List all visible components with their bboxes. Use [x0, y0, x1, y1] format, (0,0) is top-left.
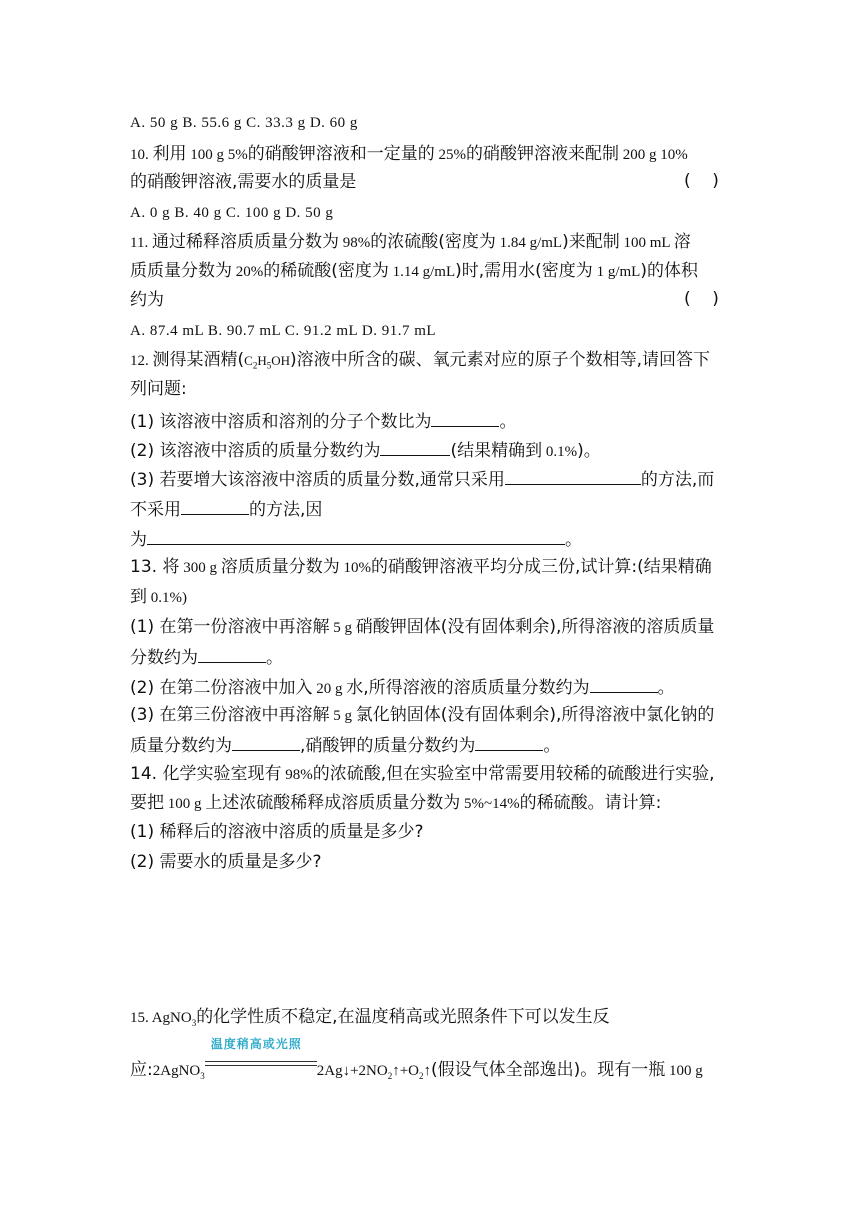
- q13-sub1: [130, 616, 714, 639]
- q13-text: 硝酸钾固体(没有固体剩余),所得溶液的溶质质量: [355, 617, 715, 637]
- q9-options: A. 50 g B. 55.6 g C. 33.3 g D. 60 g: [130, 115, 358, 131]
- q13-text: ,硝酸钾的质量分数约为: [300, 736, 476, 756]
- q13-text: 分数约为: [130, 648, 198, 668]
- q10-value: 25%: [434, 147, 466, 163]
- q14-text: 上述浓硫酸稀释成溶质质量分数为: [205, 793, 461, 813]
- q15-text: (假设气体全部逸出)。现有一瓶: [431, 1060, 666, 1080]
- reaction-arrow: [205, 1037, 317, 1075]
- formula-products: [317, 1063, 431, 1079]
- q15-text: 的化学性质不稳定,在温度稍高或光照条件下可以发生反: [196, 1007, 610, 1027]
- q15-number: 15.: [130, 1010, 152, 1026]
- q12-text: 。: [565, 530, 582, 550]
- q11-text: )的体积: [640, 261, 698, 281]
- q12-line1: [130, 349, 710, 377]
- formula-part: ↑: [423, 1063, 431, 1079]
- answer-blank[interactable]: [181, 497, 249, 515]
- q13-text: 溶质质量分数为: [220, 557, 340, 577]
- q13-value: 5 g: [329, 708, 356, 724]
- q13-sub3: [130, 704, 714, 727]
- q12-text: )。: [577, 441, 601, 461]
- q10-line1: [130, 143, 688, 166]
- q11-value: 1 g/mL: [592, 264, 641, 280]
- formula-part: 2Ag↓+2NO: [316, 1063, 388, 1079]
- q12-text: )溶液中所含的碳、氧元素对应的原子个数相等,请回答下: [289, 350, 711, 370]
- q13-text: 的硝酸钾溶液平均分成三份,试计算:(结果精确: [370, 557, 712, 577]
- answer-blank[interactable]: [431, 409, 499, 427]
- q13-line2: [130, 586, 187, 609]
- q13-sub2: [130, 675, 675, 700]
- q12-text: 为: [130, 530, 147, 550]
- q13-value: 20 g: [312, 681, 347, 697]
- q11-value: 1.14 g/mL: [388, 264, 456, 280]
- q12-text: (结果精确到: [450, 441, 543, 461]
- equals-line-bottom: [205, 1065, 317, 1066]
- q12-text: (2) 该溶液中溶质的质量分数约为: [130, 441, 381, 461]
- q11-text: 通过稀释溶质质量分数为: [151, 232, 339, 252]
- q14-text: 的浓硫酸,但在实验室中常需要用较稀的硫酸进行实验,: [312, 764, 715, 784]
- q12-text: (1) 该溶液中溶质和溶剂的分子个数比为: [130, 412, 432, 432]
- q12-line2: 列问题:: [130, 379, 187, 399]
- q11-text: 质质量分数为: [130, 261, 232, 281]
- q11-text: 溶: [673, 232, 691, 252]
- formula-part: H: [257, 353, 267, 368]
- q13-sub1-cont: [130, 645, 283, 669]
- q12-sub3-reason: [130, 527, 582, 551]
- q13-text: 氯化钠固体(没有固体剩余),所得溶液中氯化钠的: [355, 705, 715, 725]
- formula-part: 2AgNO: [152, 1063, 201, 1079]
- q14-value: 100 g: [164, 796, 206, 812]
- q14-text: 14. 化学实验室现有: [130, 764, 282, 784]
- q12-text: 不采用: [130, 500, 181, 520]
- q15-text: 应:: [130, 1060, 153, 1080]
- formula-agno3: [152, 1010, 197, 1026]
- q10-answer-bracket: ( ): [684, 171, 719, 191]
- q13-line1: [130, 556, 712, 579]
- q13-sub3-cont: [130, 733, 560, 757]
- q14-value: 98%: [281, 767, 313, 783]
- q12-number: 12.: [130, 353, 153, 369]
- q12-sub3-cont: [130, 497, 322, 521]
- q11-text: )来配制: [562, 232, 620, 252]
- q13-text: 13. 将: [130, 557, 180, 577]
- formula-part: AgNO: [151, 1010, 192, 1026]
- q10-value: 200 g 10%: [619, 147, 688, 163]
- q10-options: A. 0 g B. 40 g C. 100 g D. 50 g: [130, 205, 334, 221]
- q15-value: 100 g: [665, 1063, 703, 1079]
- q11-value: 1.84 g/mL: [495, 235, 563, 251]
- q14-line1: [130, 763, 715, 786]
- formula-sub: 2: [387, 1071, 393, 1081]
- q13-text: 质量分数约为: [130, 736, 232, 756]
- formula-sub: 3: [191, 1018, 197, 1028]
- reaction-condition: 温度稍高或光照: [210, 1037, 302, 1051]
- q14-sub2: (2) 需要水的质量是多少?: [130, 852, 322, 872]
- q13-text: (3) 在第三份溶液中再溶解: [130, 705, 330, 725]
- formula-sub: 3: [200, 1071, 205, 1081]
- equals-line-top: [205, 1061, 317, 1062]
- q11-number: 11.: [130, 235, 152, 251]
- q14-text: 要把: [130, 793, 164, 813]
- formula-reactant: [153, 1063, 205, 1079]
- formula-sub: 2: [419, 1071, 424, 1081]
- q12-sub2: [130, 438, 601, 463]
- answer-blank[interactable]: [147, 527, 565, 545]
- q14-line2: [130, 792, 661, 815]
- q12-text: 的方法,因: [249, 500, 323, 520]
- formula-ethanol: [244, 353, 290, 371]
- q11-text: 的稀硫酸(密度为: [263, 261, 389, 281]
- q13-value: 5 g: [329, 620, 356, 636]
- q10-value: 100 g 5%: [186, 147, 248, 163]
- answer-blank[interactable]: [380, 438, 450, 456]
- q11-text: )时,需用水(密度为: [455, 261, 593, 281]
- q13-text: 。: [266, 648, 283, 668]
- formula-part: OH: [271, 353, 290, 368]
- q14-sub1: (1) 稀释后的溶液中溶质的质量是多少?: [130, 822, 424, 842]
- q12-sub3: [130, 467, 714, 491]
- q12-sub1: [130, 409, 516, 433]
- formula-sub: 2: [252, 360, 258, 371]
- q11-options: A. 87.4 mL B. 90.7 mL C. 91.2 mL D. 91.7 mL: [130, 323, 437, 339]
- q13-value: 10%: [339, 560, 371, 576]
- q11-value: 100 mL: [619, 235, 674, 251]
- q13-text: (1) 在第一份溶液中再溶解: [130, 617, 330, 637]
- q15-line2: [130, 1037, 703, 1087]
- answer-blank[interactable]: [475, 733, 543, 751]
- answer-blank[interactable]: [590, 675, 658, 693]
- q12-text: 的方法,而: [640, 470, 715, 490]
- q12-text: (3) 若要增大该溶液中溶质的质量分数,通常只采用: [130, 470, 505, 490]
- q13-text: 。: [543, 736, 561, 756]
- q10-number: 10.: [130, 147, 153, 163]
- q11-line2: [130, 260, 698, 283]
- q12-value: 0.1%: [542, 444, 578, 460]
- q13-text: 水,所得溶液的溶质质量分数约为: [346, 678, 590, 698]
- q11-line1: [130, 231, 691, 254]
- q14-value: 5%~14%: [460, 796, 520, 812]
- formula-part: C: [244, 353, 253, 368]
- q13-value: 300 g: [179, 560, 221, 576]
- q13-text: (2) 在第二份溶液中加入: [130, 678, 313, 698]
- answer-blank[interactable]: [198, 645, 266, 663]
- q11-value: 20%: [232, 264, 264, 280]
- q10-text: 的硝酸钾溶液和一定量的: [247, 144, 435, 164]
- q10-line2: 的硝酸钾溶液,需要水的质量是: [130, 172, 357, 192]
- q12-text: 测得某酒精(: [152, 350, 245, 370]
- formula-sub: 5: [266, 360, 272, 371]
- q13-text: 到: [130, 587, 147, 607]
- q12-text: 。: [499, 412, 517, 432]
- q11-answer-bracket: ( ): [684, 289, 719, 309]
- formula-part: ↑+O: [392, 1063, 419, 1079]
- q10-text: 的硝酸钾溶液来配制: [466, 144, 619, 164]
- q11-value: 98%: [338, 235, 371, 251]
- answer-blank[interactable]: [232, 733, 300, 751]
- q15-line1: [130, 1006, 610, 1034]
- q13-value: 0.1%): [147, 590, 187, 606]
- q14-text: 的稀硫酸。请计算:: [519, 793, 662, 813]
- answer-blank[interactable]: [505, 467, 641, 485]
- q11-line3: 约为: [130, 290, 164, 310]
- q10-text: 利用: [152, 144, 187, 164]
- q11-text: 的浓硫酸(密度为: [370, 232, 496, 252]
- q13-text: 。: [657, 678, 675, 698]
